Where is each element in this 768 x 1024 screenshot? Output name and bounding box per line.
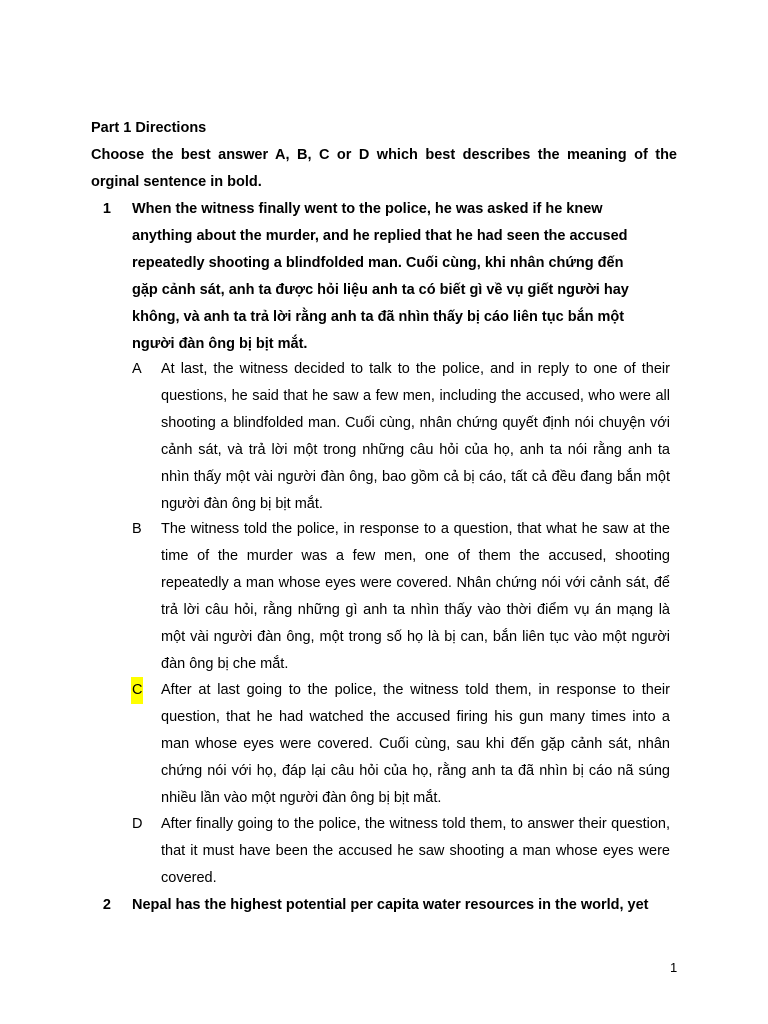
option-letter-highlighted: C (131, 677, 143, 704)
question-number: 1 (102, 201, 111, 217)
option-letter: D (132, 816, 143, 832)
part-title: Part 1 Directions (91, 120, 207, 136)
option-text: At last, the witness decided to talk to the police, and in reply to one of their questions, he said that he saw a few men, including the accused, who were all shooting a blindfolded man. Cuối cùng, nhân chứng quyết định nói chuyện với cảnh sát, và trả lời một trong những câu hỏi của họ, anh ta nói rằng anh ta nhìn thấy một vài người đàn ông, bao gồm cả bị cáo, tất cả đều đang bắn một người đàn ông bị bịt mắt. (161, 361, 670, 512)
option-text: After finally going to the police, the witness told them, to answer their question, that it must have been the accused he saw shooting a man whose eyes were covered. (161, 816, 670, 886)
question-number: 2 (102, 897, 111, 913)
option-letter: A (132, 361, 142, 377)
question-text: When the witness finally went to the police, he was asked if he knew anything about the murder, and he replied that he had seen the accused repeatedly shooting a blindfolded man. Cuối cùng, khi nhân chứng đến gặp cảnh sát, anh ta được hỏi liệu anh ta có biết gì về vụ giết người hay không, và anh ta trả lời rằng anh ta đã nhìn thấy bị cáo liên tục bắn một người đàn ông bị bịt mắt. (132, 201, 629, 352)
option-text: The witness told the police, in response to a question, that what he saw at the time of the murder was a few men, one of them the accused, shooting repeatedly a man whose eyes were covered. Nhân chứng nói với cảnh sát, để trả lời câu hỏi, rằng những gì anh ta nhìn thấy vào thời điểm vụ án mạng là một vài người đàn ông, một trong số họ là bị can, bắn liên tục vào một người đàn ông bị che mắt. (161, 521, 670, 672)
page-number: 1 (670, 960, 678, 975)
option-text: After at last going to the police, the witness told them, in response to their question, that he had watched the accused firing his gun many times into a man whose eyes were covered. Cuối cùng, sau khi đến gặp cảnh sát, nhân chứng nói với họ, đáp lại câu hỏi của họ, rằng anh ta đã nhìn bị cáo nã súng nhiều lần vào một người đàn ông bị bịt mắt. (161, 682, 670, 806)
option-letter: B (132, 521, 142, 537)
directions-text: Choose the best answer A, B, C or D which best describes the meaning of the orginal sentence in bold. (91, 147, 677, 190)
question-text: Nepal has the highest potential per capita water resources in the world, yet (132, 897, 649, 913)
